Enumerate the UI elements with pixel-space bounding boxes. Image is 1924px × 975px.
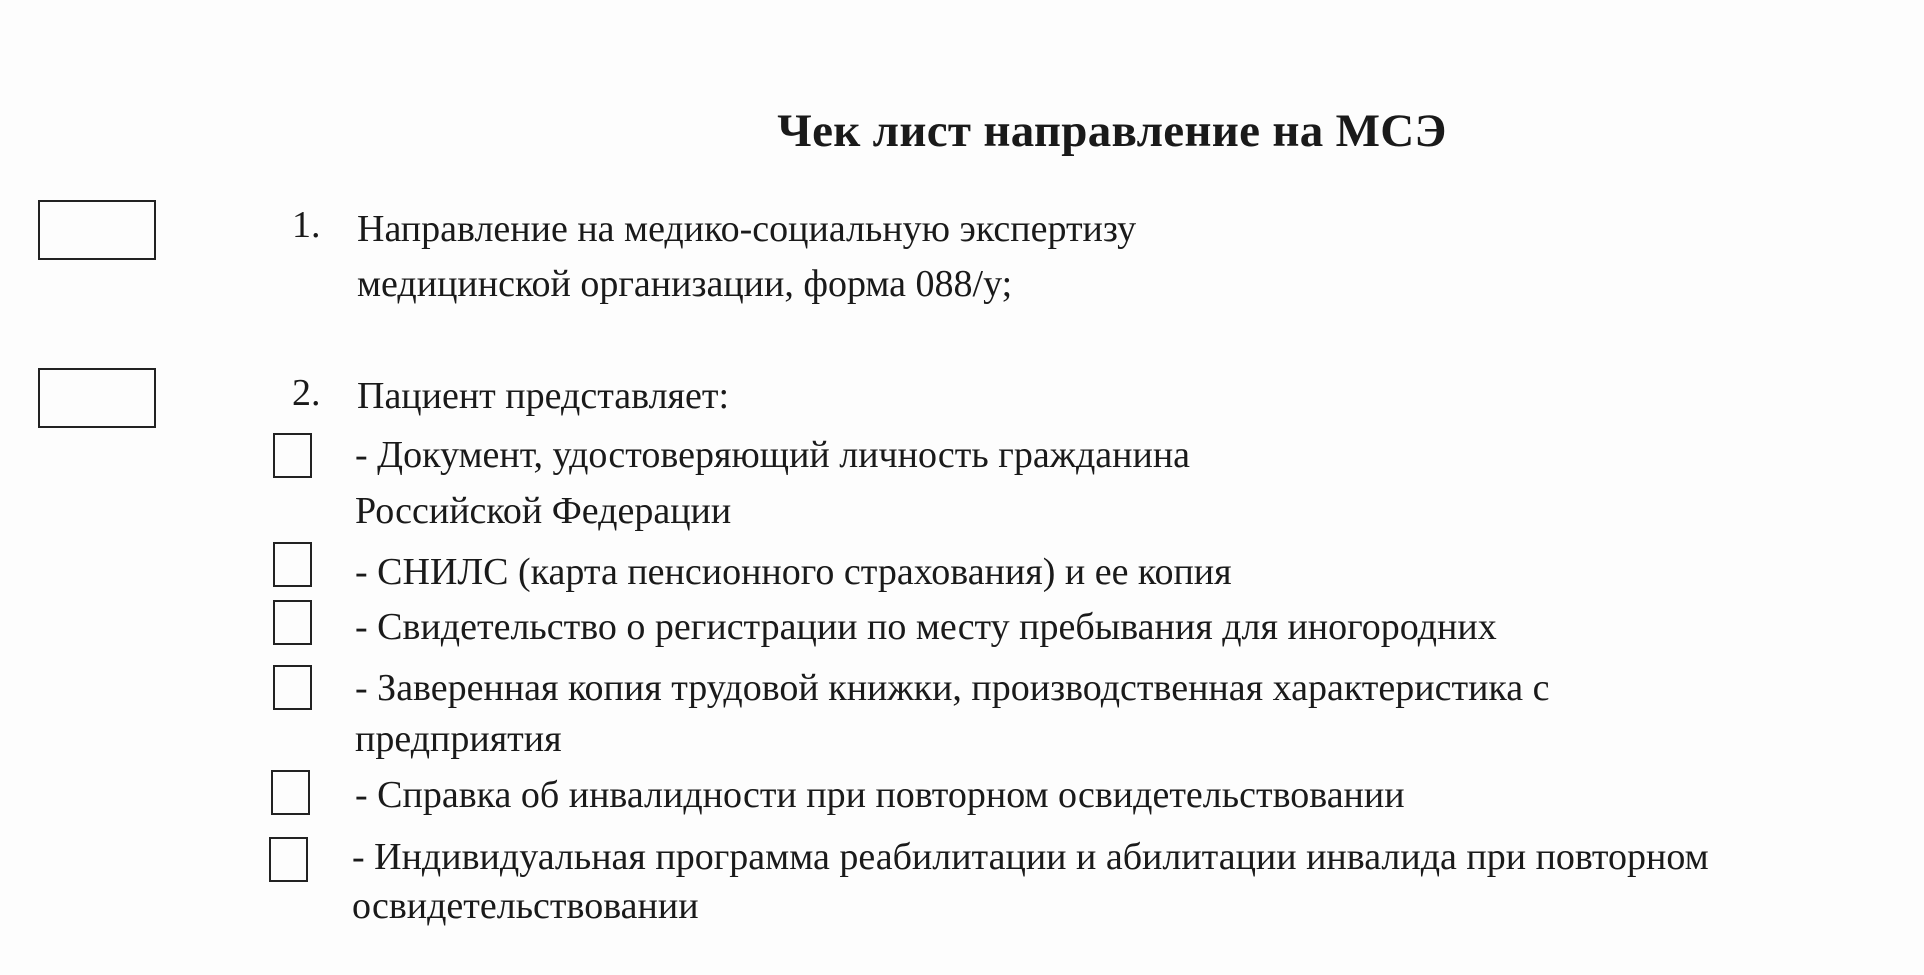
subitem-rehab-line-2: освидетельствовании — [352, 885, 699, 927]
item-1-number: 1. — [292, 204, 321, 246]
item-1-text-line-2: медицинской организации, форма 088/у; — [357, 263, 1013, 305]
subitem-snils-checkbox[interactable] — [273, 542, 312, 587]
subitem-passport-line-2: Российской Федерации — [355, 490, 732, 532]
subitem-disability-text: - Справка об инвалидности при повторном освидетельствовании — [355, 774, 1405, 816]
subitem-rehab-checkbox[interactable] — [269, 837, 308, 882]
item-1-text-line-1: Направление на медико-социальную экспертизу — [357, 208, 1137, 250]
subitem-workbook-line-2: предприятия — [355, 718, 562, 760]
item-2-text: Пациент представляет: — [357, 375, 730, 417]
subitem-rehab-line-1: - Индивидуальная программа реабилитации и абилитации инвалида при повторном — [352, 836, 1709, 878]
subitem-disability-checkbox[interactable] — [271, 770, 310, 815]
subitem-passport-checkbox[interactable] — [273, 433, 312, 478]
item-1-checkbox[interactable] — [38, 200, 156, 260]
item-2-checkbox[interactable] — [38, 368, 156, 428]
subitem-snils-text: - СНИЛС (карта пенсионного страхования) и ее копия — [355, 551, 1232, 593]
subitem-workbook-line-1: - Заверенная копия трудовой книжки, производственная характеристика с — [355, 667, 1550, 709]
subitem-workbook-checkbox[interactable] — [273, 665, 312, 710]
subitem-registration-text: - Свидетельство о регистрации по месту пребывания для иногородних — [355, 606, 1497, 648]
item-2-number: 2. — [292, 372, 321, 414]
subitem-registration-checkbox[interactable] — [273, 600, 312, 645]
page-title: Чек лист направление на МСЭ — [777, 105, 1447, 157]
subitem-passport-line-1: - Документ, удостоверяющий личность гражданина — [355, 434, 1191, 476]
